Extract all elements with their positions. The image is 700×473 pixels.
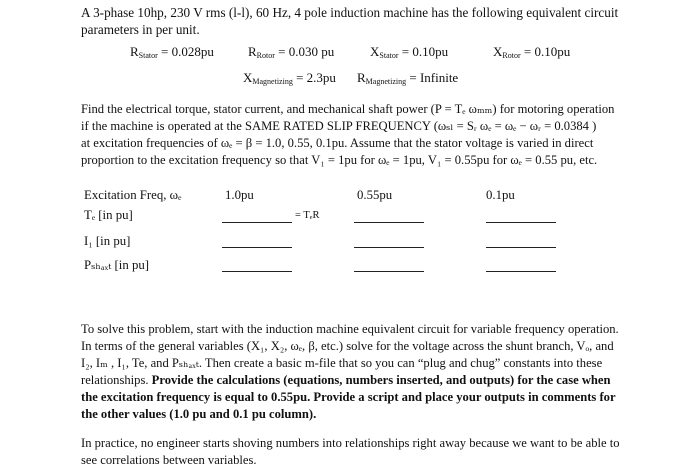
intro-line-2: parameters in per unit. bbox=[81, 22, 200, 37]
table-col-3: 0.1pu bbox=[486, 188, 515, 202]
param-x-rotor: $X_{Rotor} = 0.10pu$ bbox=[493, 44, 571, 60]
param-x-stator: $X_{Stator} = 0.10pu$ bbox=[370, 44, 449, 60]
instr-line-3: I₂, Iₘ , I₁, Te, and Pₛₕₐₓₜ. Then create a basic m-file that so you can “plug and chug” constants into these bbox=[81, 356, 603, 370]
instr-line-2: In terms of the general variables (X₁, X₂, ωₑ, β, etc.) solve for the voltage across the shunt branch, Vₒ, and bbox=[81, 339, 614, 353]
task-line-1: Find the electrical torque, stator current, and mechanical shaft power (P = Tₑ ωₘₘ) for motoring operation bbox=[81, 102, 615, 116]
param-r-mag: $R_{Magnetizing}$ = Infinite bbox=[357, 70, 459, 86]
task-line-3: at excitation frequencies of ωₑ = β = 1.0, 0.55, 0.1pu. Assume that the stator voltage is varied in direct bbox=[81, 136, 594, 150]
task-line-4: proportion to the excitation frequency so that V₁ = 1pu for ωₑ = 1pu, V₁ = 0.55pu for ωₑ = 0.55 pu, etc. bbox=[81, 153, 598, 167]
instr-line-6: the other values (1.0 pu and 0.1 pu column). bbox=[81, 407, 317, 421]
table-row-torque: Tₑ [in pu] bbox=[84, 208, 133, 222]
answer-blank bbox=[354, 271, 424, 272]
answer-blank bbox=[486, 271, 556, 272]
closing-line-1: In practice, no engineer starts shoving numbers into relationships right away because we want to be able to bbox=[81, 436, 620, 450]
answer-blank bbox=[222, 271, 292, 272]
table-row-current: I₁ [in pu] bbox=[84, 234, 131, 248]
instr-line-4: relationships. Provide the calculations (equations, numbers inserted, and outputs) for the case when bbox=[81, 373, 611, 387]
table-header-label: Excitation Freq, ωₑ bbox=[84, 188, 182, 202]
answer-blank bbox=[354, 247, 424, 248]
param-x-mag: $X_{Magnetizing} = 2.3pu$ bbox=[243, 70, 336, 86]
closing-line-2: see correlations between variables. bbox=[81, 453, 257, 467]
answer-blank bbox=[222, 222, 292, 223]
answer-blank bbox=[222, 247, 292, 248]
instr-line-5: the excitation frequency is equal to 0.55pu. Provide a script and place your outputs in comments for bbox=[81, 390, 616, 404]
intro-line-1: A 3-phase 10hp, 230 V rms (l-l), 60 Hz, 4 pole induction machine has the following equivalent circuit bbox=[81, 5, 619, 20]
table-col-2: 0.55pu bbox=[357, 188, 393, 202]
param-r-rotor: $R_{Rotor} = 0.030$ pu bbox=[248, 44, 335, 60]
table-row-power: Pₛₕₐₓₜ [in pu] bbox=[84, 258, 150, 272]
answer-blank bbox=[486, 222, 556, 223]
instr-line-1: To solve this problem, start with the induction machine equivalent circuit for variable frequency operation. bbox=[81, 322, 619, 336]
ter-note: = TₑR bbox=[295, 210, 320, 221]
table-col-1: 1.0pu bbox=[225, 188, 254, 202]
answer-blank bbox=[486, 247, 556, 248]
answer-blank bbox=[354, 222, 424, 223]
task-line-2: if the machine is operated at the SAME RATED SLIP FREQUENCY (ωₛₗ = Sᵣ ωₑ = ωₑ − ωᵣ = 0.0384 ) bbox=[81, 119, 597, 133]
param-r-stator: $R_{Stator} = 0.028pu$ bbox=[130, 44, 214, 60]
